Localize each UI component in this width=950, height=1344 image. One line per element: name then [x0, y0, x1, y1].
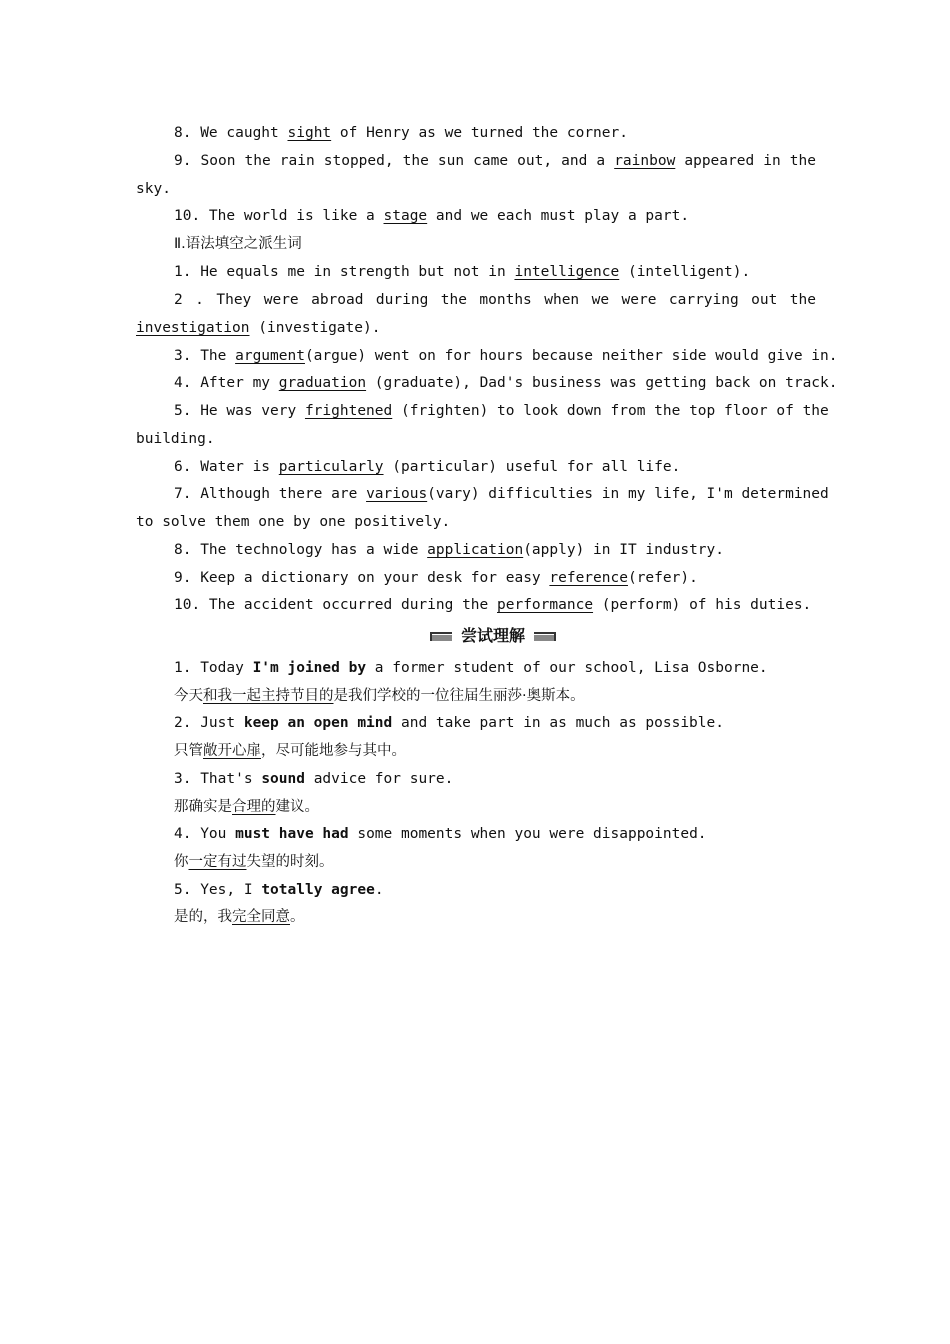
text: and take part in as much as possible.	[392, 715, 724, 731]
key-translation: 合理的	[232, 799, 276, 815]
text: 3. The	[174, 348, 236, 364]
key-translation: 一定有过	[188, 854, 247, 870]
understand-en-4	[174, 824, 816, 844]
text: appeared in the	[675, 153, 816, 169]
text: 你	[174, 854, 189, 870]
banner-cap-right	[554, 632, 556, 641]
key-phrase: I'm joined by	[252, 660, 367, 676]
grammar-item-2-cont	[136, 318, 816, 338]
answer: performance	[497, 597, 594, 613]
grammar-item-4	[174, 373, 838, 393]
grammar-item-7-cont: to solve them one by one positively.	[136, 514, 451, 530]
key-translation: 完全同意	[232, 909, 290, 925]
text: (frighten) to look down from the top floor of the	[392, 403, 829, 419]
text: 。	[290, 909, 305, 925]
text: (argue) went on for hours because neither side would give in.	[304, 348, 838, 364]
grammar-item-10	[174, 595, 816, 615]
text: 10. The accident occurred during the	[174, 597, 498, 613]
text: of Henry as we turned the corner.	[331, 125, 628, 141]
grammar-item-1	[174, 262, 816, 282]
understand-zh-3	[174, 797, 816, 817]
text: a former student of our school, Lisa Osborne.	[366, 660, 768, 676]
text: 1. He equals me in strength but not in	[174, 264, 515, 280]
text: 9. Keep a dictionary on your desk for easy	[174, 570, 550, 586]
text: 今天	[174, 688, 203, 704]
answer: stage	[383, 208, 428, 224]
grammar-item-9	[174, 568, 816, 588]
vocab-item-9-cont: sky.	[136, 181, 171, 197]
text: (investigate).	[249, 320, 381, 336]
answer: intelligence	[514, 264, 620, 280]
text: some moments when you were disappointed.	[348, 826, 707, 842]
answer: particularly	[278, 459, 384, 475]
grammar-item-5	[174, 401, 829, 421]
key-translation: 敞开心扉	[203, 743, 261, 759]
banner-title: 尝试理解	[452, 624, 534, 648]
text: 5. He was very	[174, 403, 305, 419]
answer: rainbow	[614, 153, 676, 169]
text: .	[374, 882, 384, 898]
grammar-item-6	[174, 457, 816, 477]
text: 6. Water is	[174, 459, 279, 475]
key-phrase: sound	[261, 771, 305, 787]
key-phrase: totally agree	[261, 882, 375, 898]
text: advice for sure.	[304, 771, 454, 787]
key-translation: 和我一起主持节目的	[203, 688, 334, 704]
text: 10. The world is like a	[174, 208, 384, 224]
understand-en-1	[174, 658, 816, 678]
grammar-item-5-cont: building.	[136, 431, 215, 447]
text: 是的，我	[174, 909, 232, 925]
answer: sight	[287, 125, 332, 141]
text: 那确实是	[174, 799, 232, 815]
vocab-item-8	[174, 123, 816, 143]
section-heading: Ⅱ.语法填空之派生词	[174, 236, 302, 252]
vocab-item-9	[174, 151, 816, 171]
text: 4. You	[174, 826, 236, 842]
text: 8. The technology has a wide	[174, 542, 428, 558]
understand-zh-5	[174, 907, 816, 927]
understand-zh-2	[174, 741, 816, 761]
section-banner	[430, 624, 556, 648]
understand-en-2	[174, 713, 816, 733]
grammar-item-7	[174, 484, 829, 504]
text: (vary) difficulties in my life, I'm determined	[427, 486, 829, 502]
text: 9. Soon the rain stopped, the sun came out, and a	[174, 153, 615, 169]
text: 2. Just	[174, 715, 244, 731]
text: ，尽可能地参与其中。	[261, 743, 406, 759]
text: 5. Yes, I	[174, 882, 262, 898]
text: (graduate), Dad's business was getting back on track.	[366, 375, 838, 391]
answer: reference	[549, 570, 628, 586]
vocab-item-10	[174, 206, 816, 226]
text: 只管	[174, 743, 203, 759]
text: (refer).	[627, 570, 698, 586]
text: 失望的时刻。	[246, 854, 334, 870]
answer: various	[366, 486, 428, 502]
text: 是我们学校的一位往届生丽莎·奥斯本。	[333, 688, 585, 704]
text: (apply) in IT industry.	[523, 542, 724, 558]
answer: argument	[235, 348, 305, 364]
answer: frightened	[304, 403, 393, 419]
grammar-item-8	[174, 540, 816, 560]
grammar-item-2: 2 . They were abroad during the months when we were carrying out the	[174, 292, 816, 308]
text: (intelligent).	[619, 264, 751, 280]
answer: graduation	[278, 375, 367, 391]
text: 4. After my	[174, 375, 279, 391]
understand-zh-1	[174, 686, 816, 706]
key-phrase: must have had	[235, 826, 349, 842]
text: 7. Although there are	[174, 486, 367, 502]
text: 1. Today	[174, 660, 253, 676]
understand-en-3	[174, 769, 816, 789]
key-phrase: keep an open mind	[243, 715, 393, 731]
text: 3. That's	[174, 771, 262, 787]
banner-cap-left	[430, 632, 432, 641]
answer: application	[427, 542, 524, 558]
text: (particular) useful for all life.	[383, 459, 681, 475]
text: 8. We caught	[174, 125, 288, 141]
text: and we each must play a part.	[427, 208, 690, 224]
understand-zh-4	[174, 852, 816, 872]
answer: investigation	[136, 320, 250, 336]
text: (perform) of his duties.	[593, 597, 812, 613]
text: 建议。	[275, 799, 319, 815]
grammar-item-3	[174, 346, 838, 366]
understand-en-5	[174, 880, 816, 900]
